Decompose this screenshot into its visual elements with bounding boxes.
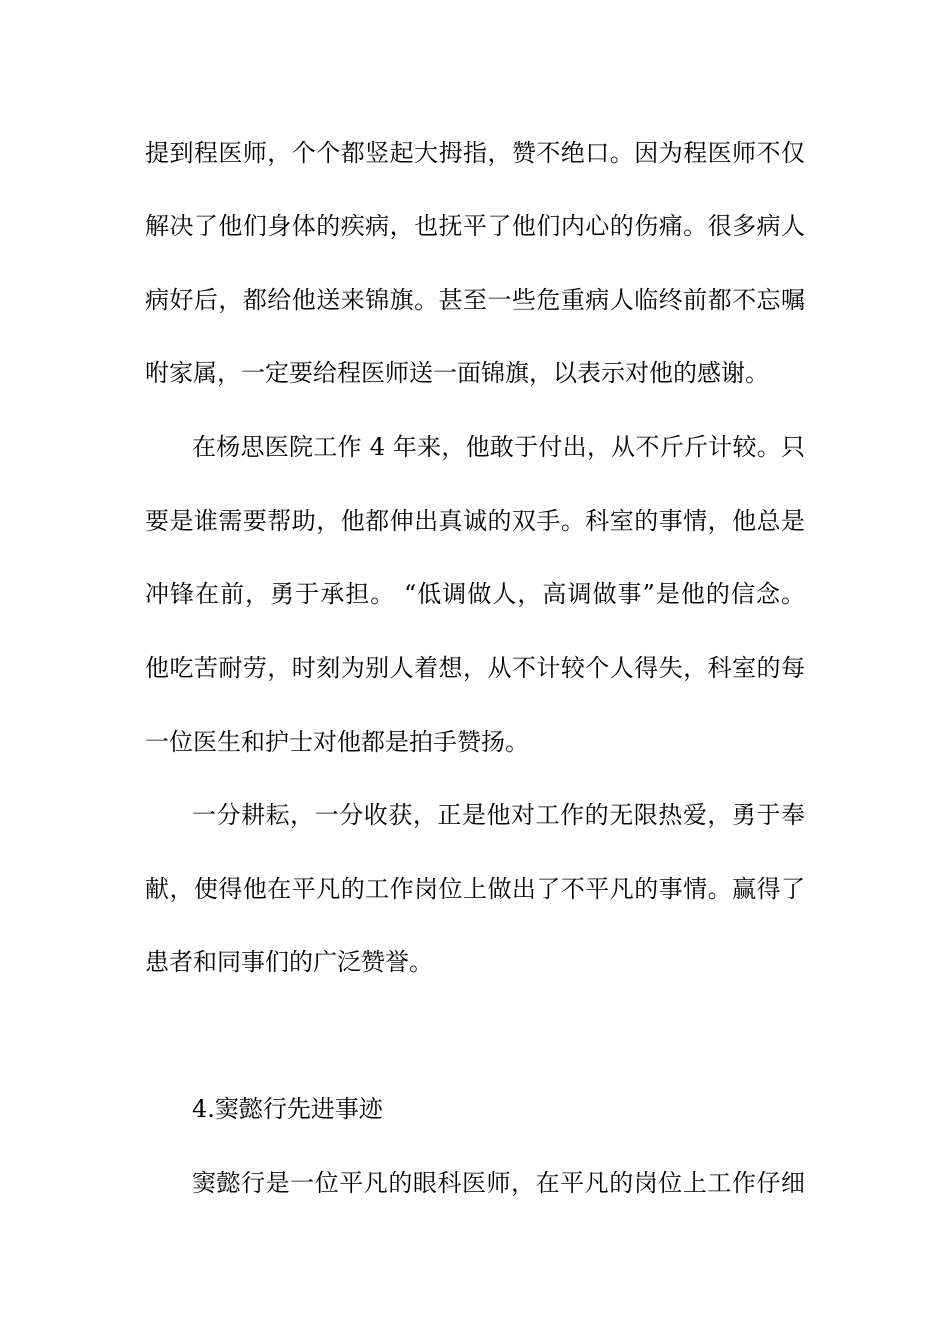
paragraph-3-line-1: 一分耕耘，一分收获，正是他对工作的无限热爱，勇于奉 <box>192 801 805 829</box>
paragraph-2-line-5: 一位医生和护士对他都是拍手赞扬。 <box>145 728 529 756</box>
paragraph-4-line-1: 窦懿行是一位平凡的眼科医师，在平凡的岗位上工作仔细 <box>192 1169 805 1197</box>
paragraph-3-line-3: 患者和同事们的广泛赞誉。 <box>145 948 433 976</box>
paragraph-1-line-1: 提到程医师，个个都竖起大拇指，赞不绝口。因为程医师不仅 <box>145 139 805 167</box>
paragraph-2-line-3: 冲锋在前，勇于承担。 “低调做人，高调做事”是他的信念。 <box>145 580 805 608</box>
paragraph-1-line-4: 咐家属，一定要给程医师送一面锦旗，以表示对他的感谢。 <box>145 359 769 387</box>
section-heading: 4.窦懿行先进事迹 <box>192 1095 383 1123</box>
paragraph-1-line-3: 病好后，都给他送来锦旗。甚至一些危重病人临终前都不忘嘱 <box>145 286 805 314</box>
paragraph-3-line-2: 献，使得他在平凡的工作岗位上做出了不平凡的事情。赢得了 <box>145 875 805 903</box>
paragraph-1-line-2: 解决了他们身体的疾病，也抚平了他们内心的伤痛。很多病人 <box>145 212 805 240</box>
paragraph-2-line-4: 他吃苦耐劳，时刻为别人着想，从不计较个人得失，科室的每 <box>145 654 805 682</box>
paragraph-2-line-2: 要是谁需要帮助，他都伸出真诚的双手。科室的事情，他总是 <box>145 507 805 535</box>
paragraph-2-line-1: 在杨思医院工作 4 年来，他敢于付出，从不斤斤计较。只 <box>192 433 805 461</box>
